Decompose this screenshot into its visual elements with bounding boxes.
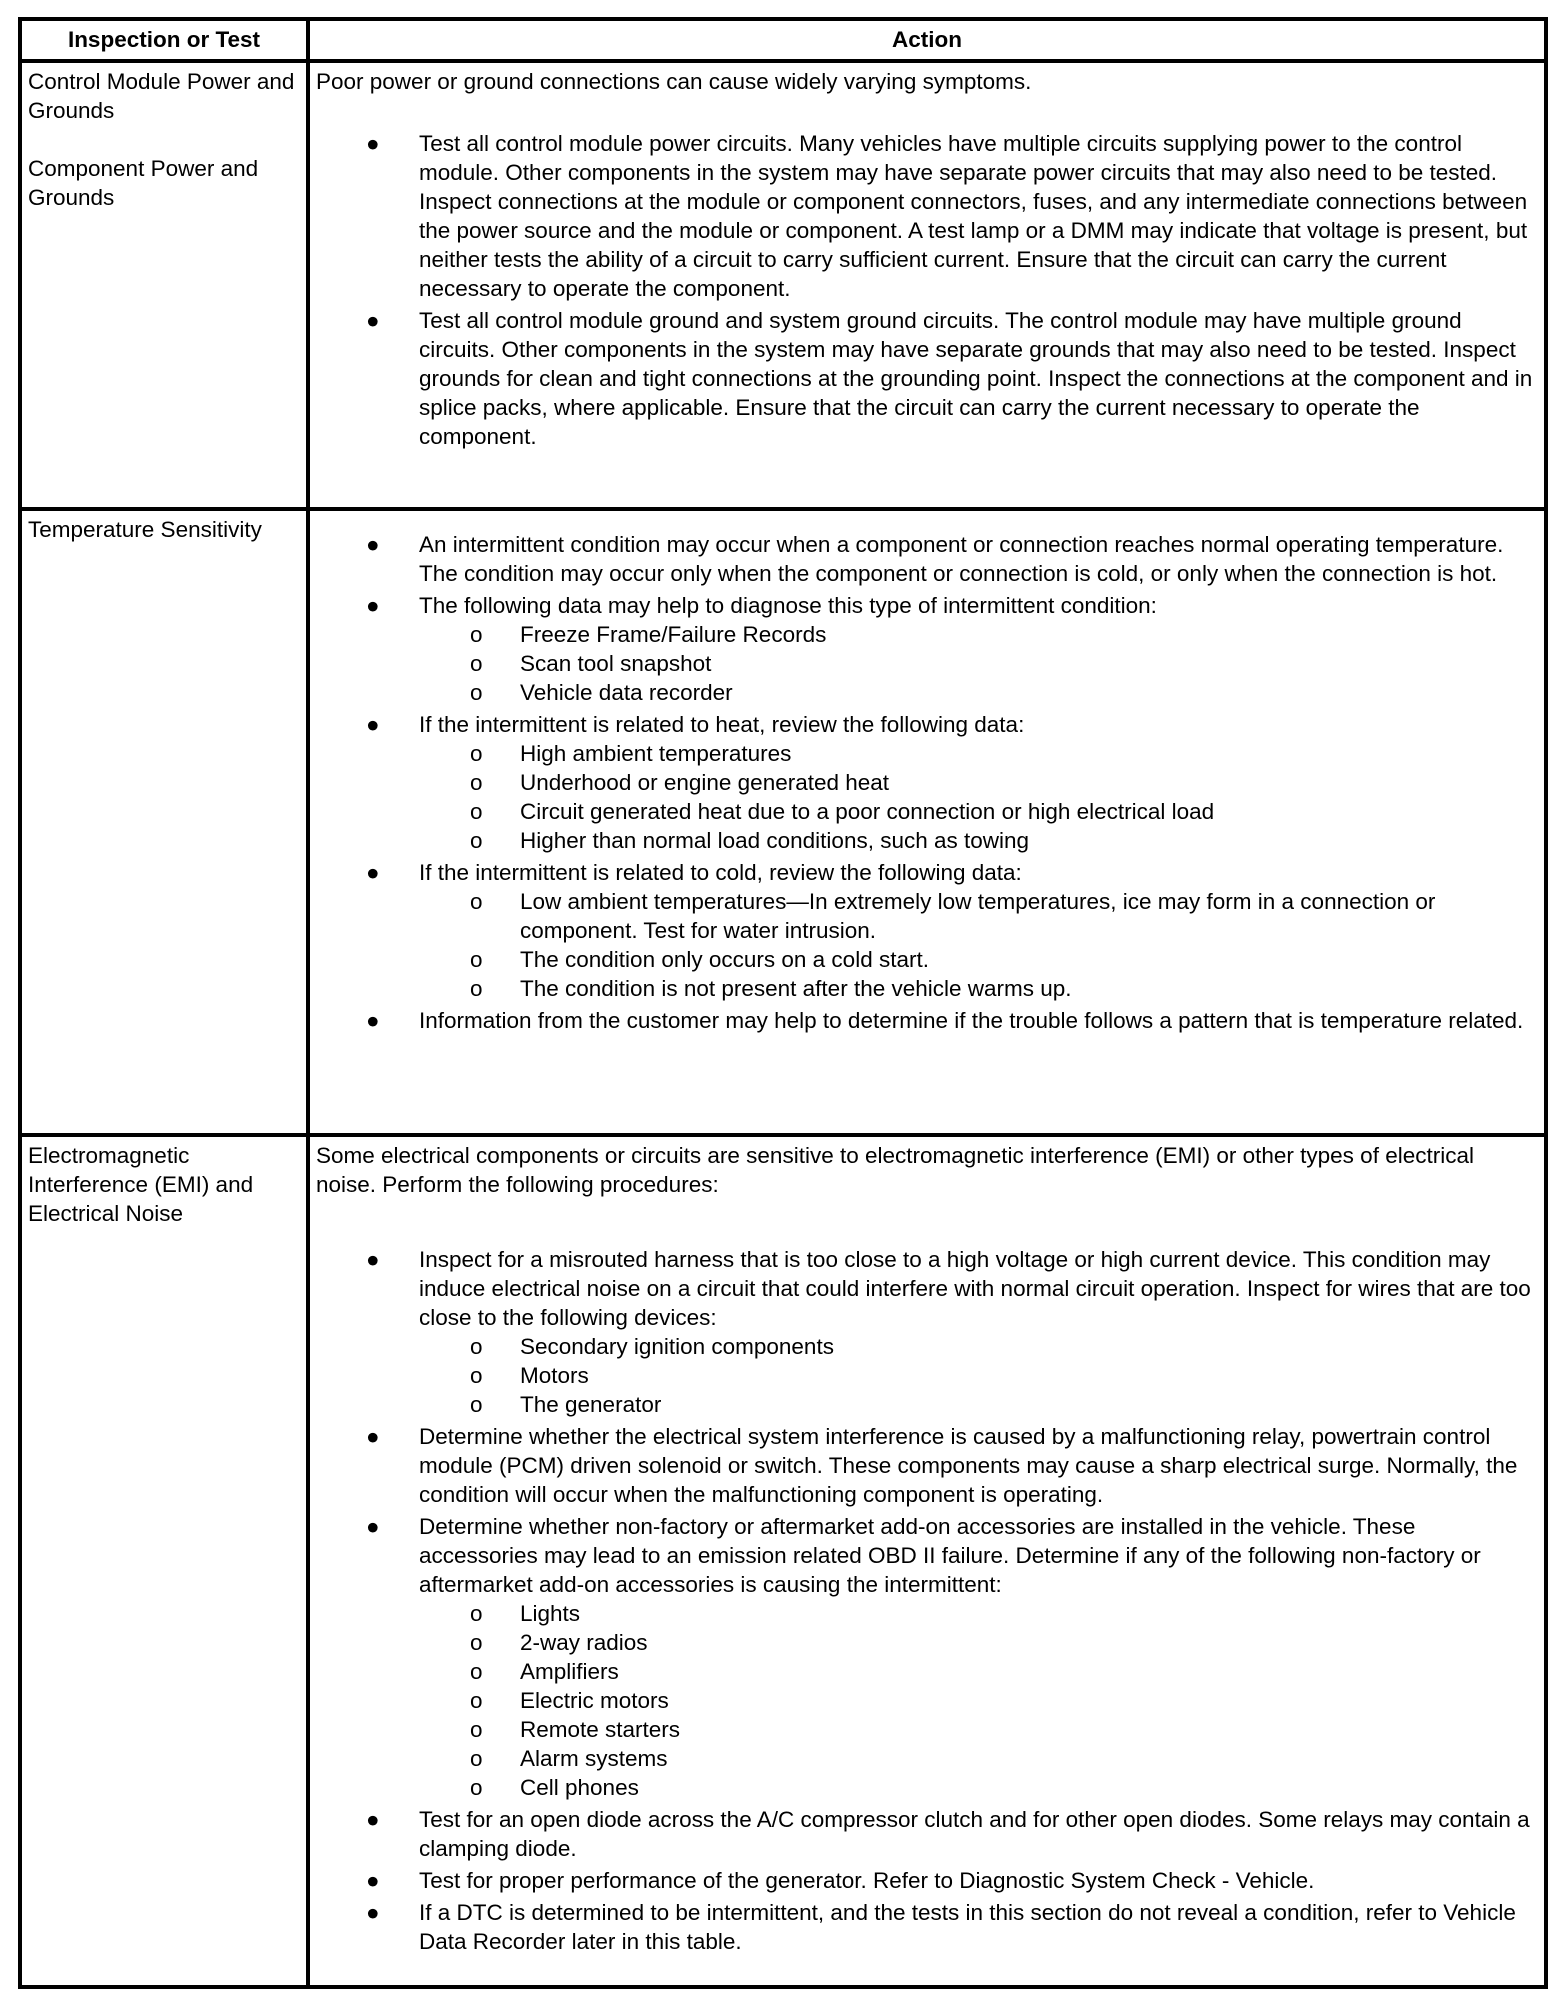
- intro-text: Some electrical components or circuits are sensitive to electromagnetic interference (EMI) or other types of electrical noise. Perform the following procedures:: [316, 1143, 1474, 1197]
- bullet-item: [316, 1805, 1538, 1863]
- sub-bullet-icon: o: [470, 622, 483, 647]
- bullet-item: [316, 1898, 1538, 1956]
- sub-bullet-item: [316, 768, 1538, 797]
- sub-bullet-text: The condition is not present after the vehicle warms up.: [520, 976, 1072, 1001]
- bullet-icon: ●: [366, 308, 380, 333]
- sub-bullet-list: [419, 887, 1538, 1003]
- inspection-table: [18, 17, 1548, 1989]
- bullet-icon: ●: [366, 131, 380, 156]
- sub-bullet-icon: o: [470, 1688, 483, 1713]
- action-cell: [310, 511, 1544, 1133]
- sub-bullet-list: [419, 1332, 1538, 1419]
- bullet-icon: ●: [366, 1424, 380, 1449]
- bullet-item: [316, 1512, 1538, 1802]
- bullet-item: [316, 306, 1538, 451]
- bullet-text: Inspect for a misrouted harness that is too close to a high voltage or high current device. This condition may induce electrical noise on a circuit that could interfere with normal circuit operation. Inspect for wires that are too close to the following devices:: [419, 1247, 1531, 1330]
- inspection-cell: [22, 511, 310, 1133]
- sub-bullet-text: Underhood or engine generated heat: [520, 770, 890, 795]
- bullet-text: Test for proper performance of the generator. Refer to Diagnostic System Check - Vehicle.: [419, 1868, 1315, 1893]
- sub-bullet-item: [316, 739, 1538, 768]
- bullet-text: The following data may help to diagnose this type of intermittent condition:: [419, 593, 1157, 618]
- sub-bullet-item: [316, 1628, 1538, 1657]
- sub-bullet-item: [316, 1686, 1538, 1715]
- bullet-item: [316, 1866, 1538, 1895]
- bullet-icon: ●: [366, 1868, 380, 1893]
- bullet-icon: ●: [366, 1514, 380, 1539]
- bullet-text: An intermittent condition may occur when a component or connection reaches normal operating temperature. The condition may occur only when the component or connection is cold, or only when the connection is hot.: [419, 532, 1504, 586]
- sub-bullet-icon: o: [470, 741, 483, 766]
- sub-bullet-text: The condition only occurs on a cold start.: [520, 947, 929, 972]
- sub-bullet-icon: o: [470, 1746, 483, 1771]
- bullet-item: [316, 1006, 1538, 1035]
- action-cell: [310, 1137, 1544, 1989]
- sub-bullet-list: [419, 739, 1538, 855]
- header-inspection-or-test: Inspection or Test: [22, 21, 310, 59]
- bullet-text: If the intermittent is related to heat, review the following data:: [419, 712, 1025, 737]
- bullet-text: Test all control module power circuits. Many vehicles have multiple circuits supplying power to the control module. Other components in the system may have separate power circuits that may also need to be tested. Inspect connections at the module or component connectors, fuses, and any intermediate connections between the power source and the module or component. A test lamp or a DMM may indicate that voltage is present, but neither tests the ability of a circuit to carry sufficient current. Ensure that the circuit can carry the current necessary to operate the component.: [419, 131, 1528, 301]
- sub-bullet-text: Circuit generated heat due to a poor connection or high electrical load: [520, 799, 1215, 824]
- sub-bullet-text: Low ambient temperatures—In extremely low temperatures, ice may form in a connection or component. Test for water intrusion.: [520, 889, 1436, 943]
- sub-bullet-text: Scan tool snapshot: [520, 651, 712, 676]
- bullet-icon: ●: [366, 593, 380, 618]
- bullet-text: If the intermittent is related to cold, review the following data:: [419, 860, 1022, 885]
- action-cell: [310, 63, 1544, 507]
- table-row: [22, 511, 1544, 1137]
- bullet-text: Information from the customer may help to determine if the trouble follows a pattern that is temperature related.: [419, 1008, 1524, 1033]
- bullet-item: [316, 591, 1538, 707]
- sub-bullet-list: [419, 1599, 1538, 1802]
- bullet-list: [316, 1245, 1538, 1956]
- bullet-item: [316, 1422, 1538, 1509]
- test-name: Control Module Power and Grounds: [28, 69, 295, 123]
- sub-bullet-text: Vehicle data recorder: [520, 680, 733, 705]
- bullet-item: [316, 710, 1538, 855]
- bullet-icon: ●: [366, 1807, 380, 1832]
- sub-bullet-icon: o: [470, 799, 483, 824]
- bullet-list: [316, 129, 1538, 451]
- sub-bullet-item: [316, 1715, 1538, 1744]
- sub-bullet-icon: o: [470, 889, 483, 914]
- inspection-cell: [22, 1137, 310, 1989]
- bullet-icon: ●: [366, 712, 380, 737]
- inspection-cell: [22, 63, 310, 507]
- sub-bullet-item: [316, 1332, 1538, 1361]
- sub-bullet-icon: o: [470, 976, 483, 1001]
- sub-bullet-icon: o: [470, 1630, 483, 1655]
- sub-bullet-icon: o: [470, 1392, 483, 1417]
- sub-bullet-text: Lights: [520, 1601, 581, 1626]
- sub-bullet-list: [419, 620, 1538, 707]
- sub-bullet-text: Higher than normal load conditions, such as towing: [520, 828, 1030, 853]
- bullet-text: Determine whether non-factory or aftermarket add-on accessories are installed in the vehicle. These accessories may lead to an emission related OBD II failure. Determine if any of the following non-factory or aftermarket add-on accessories is causing the intermittent:: [419, 1514, 1481, 1597]
- sub-bullet-text: Freeze Frame/Failure Records: [520, 622, 827, 647]
- sub-bullet-icon: o: [470, 1717, 483, 1742]
- sub-bullet-item: [316, 649, 1538, 678]
- sub-bullet-text: Amplifiers: [520, 1659, 619, 1684]
- bullet-text: If a DTC is determined to be intermittent, and the tests in this section do not reveal a condition, refer to Vehicle Data Recorder later in this table.: [419, 1900, 1516, 1954]
- bullet-item: [316, 129, 1538, 303]
- sub-bullet-item: [316, 797, 1538, 826]
- table-row: [22, 63, 1544, 511]
- sub-bullet-icon: o: [470, 1601, 483, 1626]
- bullet-item: [316, 858, 1538, 1003]
- sub-bullet-text: Secondary ignition components: [520, 1334, 834, 1359]
- sub-bullet-item: [316, 1361, 1538, 1390]
- sub-bullet-icon: o: [470, 1659, 483, 1684]
- bullet-icon: ●: [366, 1008, 380, 1033]
- sub-bullet-item: [316, 1657, 1538, 1686]
- bullet-icon: ●: [366, 1900, 380, 1925]
- sub-bullet-text: Remote starters: [520, 1717, 681, 1742]
- sub-bullet-icon: o: [470, 828, 483, 853]
- bullet-list: [316, 530, 1538, 1035]
- sub-bullet-item: [316, 1599, 1538, 1628]
- sub-bullet-item: [316, 678, 1538, 707]
- sub-bullet-item: [316, 620, 1538, 649]
- sub-bullet-icon: o: [470, 680, 483, 705]
- sub-bullet-text: Alarm systems: [520, 1746, 668, 1771]
- test-name: Electromagnetic Interference (EMI) and Electrical Noise: [28, 1143, 254, 1226]
- sub-bullet-icon: o: [470, 651, 483, 676]
- sub-bullet-text: 2-way radios: [520, 1630, 648, 1655]
- sub-bullet-item: [316, 887, 1538, 945]
- intro-text: Poor power or ground connections can cause widely varying symptoms.: [316, 69, 1032, 94]
- bullet-text: Test all control module ground and system ground circuits. The control module may have multiple ground circuits. Other components in the system may have separate grounds that may also need to be tested. Inspect grounds for clean and tight connections at the grounding point. Inspect the connections at the component and in splice packs, where applicable. Ensure that the circuit can carry the current necessary to operate the component.: [419, 308, 1533, 449]
- sub-bullet-text: The generator: [520, 1392, 662, 1417]
- bullet-item: [316, 1245, 1538, 1419]
- sub-bullet-icon: o: [470, 1363, 483, 1388]
- test-name: Component Power and Grounds: [28, 156, 259, 210]
- sub-bullet-text: Electric motors: [520, 1688, 669, 1713]
- sub-bullet-item: [316, 945, 1538, 974]
- sub-bullet-text: High ambient temperatures: [520, 741, 792, 766]
- sub-bullet-item: [316, 826, 1538, 855]
- header-action: Action: [892, 27, 962, 52]
- sub-bullet-item: [316, 1773, 1538, 1802]
- test-name: Temperature Sensitivity: [28, 517, 262, 542]
- sub-bullet-item: [316, 1390, 1538, 1419]
- sub-bullet-icon: o: [470, 947, 483, 972]
- sub-bullet-text: Cell phones: [520, 1775, 639, 1800]
- sub-bullet-text: Motors: [520, 1363, 589, 1388]
- table-row: [22, 1137, 1544, 1989]
- bullet-icon: ●: [366, 532, 380, 557]
- sub-bullet-item: [316, 974, 1538, 1003]
- sub-bullet-icon: o: [470, 1334, 483, 1359]
- bullet-text: Test for an open diode across the A/C compressor clutch and for other open diodes. Some relays may contain a clamping diode.: [419, 1807, 1530, 1861]
- bullet-icon: ●: [366, 860, 380, 885]
- bullet-text: Determine whether the electrical system interference is caused by a malfunctioning relay, powertrain control module (PCM) driven solenoid or switch. These components may cause a sharp electrical surge. Normally, the condition will occur when the malfunctioning component is operating.: [419, 1424, 1518, 1507]
- bullet-icon: ●: [366, 1247, 380, 1272]
- table-header: [22, 21, 1544, 63]
- sub-bullet-icon: o: [470, 1775, 483, 1800]
- bullet-item: [316, 530, 1538, 588]
- sub-bullet-icon: o: [470, 770, 483, 795]
- sub-bullet-item: [316, 1744, 1538, 1773]
